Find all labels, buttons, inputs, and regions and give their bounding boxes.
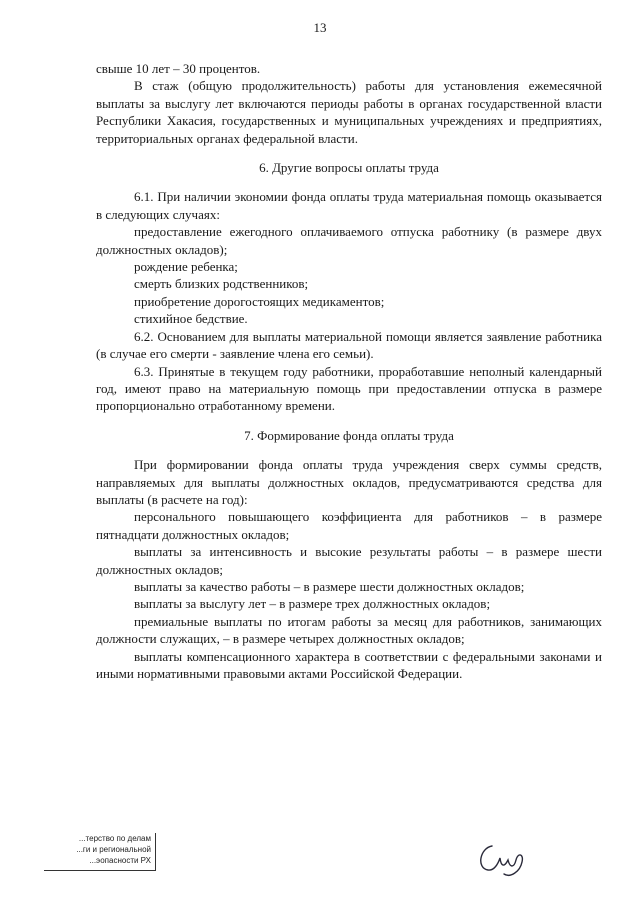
paragraph: При формировании фонда оплаты труда учреждения сверх суммы средств, направляемых для выплаты должностных окладов, предусматриваются средства для выплаты (в расчете на год): (96, 457, 602, 507)
paragraph: выплаты за качество работы – в размере шести должностных окладов; (134, 578, 525, 594)
official-stamp (44, 833, 156, 871)
spacer (96, 444, 602, 456)
spacer (96, 147, 602, 159)
paragraph: 6.1. При наличии экономии фонда оплаты труда материальная помощь оказывается в следующих случаях: (96, 189, 602, 222)
section-heading: 7. Формирование фонда оплаты труда (244, 427, 454, 443)
paragraph: приобретение дорогостоящих медикаментов; (134, 293, 385, 309)
paragraph: выплаты компенсационного характера в соответствии с федеральными законами и иными нормативными правовыми актами Российской Федерации. (96, 648, 602, 681)
paragraph: предоставление ежегодного оплачиваемого отпуска работнику (в размере двух должностных окладов); (96, 224, 602, 257)
paragraph: выплаты за выслугу лет – в размере трех должностных окладов; (134, 596, 491, 612)
paragraph: смерть близких родственников; (134, 276, 309, 292)
paragraph: 6.3. Принятые в текущем году работники, проработавшие неполный календарный год, имеют право на материальную помощь при предоставлении отпуска в размере пропорционально отработанному времени. (96, 363, 602, 414)
spacer (96, 415, 602, 427)
paragraph: персонального повышающего коэффициента для работников – в размере пятнадцати должностных окладов; (96, 509, 602, 542)
paragraph: выплаты за интенсивность и высокие результаты работы – в размере шести должностных окладов; (96, 544, 602, 577)
section-heading: 6. Другие вопросы оплаты труда (259, 160, 439, 176)
stamp-line: ...ги и региональной (76, 845, 151, 854)
spacer (96, 176, 602, 188)
signature (470, 838, 560, 878)
stamp-line: ...эопасности РХ (89, 856, 151, 865)
paragraph: свыше 10 лет – 30 процентов. (96, 61, 261, 76)
page-number: 13 (313, 20, 327, 35)
paragraph: стихийное бедствие. (134, 311, 248, 327)
document-body (96, 60, 602, 682)
stamp-line: ...терство по делам (78, 834, 151, 843)
paragraph: премиальные выплаты по итогам работы за месяц для работников, занимающих должности служащих, – в размере четырех должностных окладов; (96, 613, 602, 647)
paragraph: 6.2. Основанием для выплаты материальной помощи является заявление работника (в случае его смерти - заявление члена его семьи). (96, 328, 602, 362)
paragraph: рождение ребенка; (134, 259, 238, 275)
paragraph: В стаж (общую продолжительность) работы для установления ежемесячной выплаты за выслугу лет включаются периоды работы в органах государственной власти Республики Хакасия, государственных и муниципальных учреждениях и предприятиях, территориальных органах федеральной власти. (96, 78, 602, 146)
